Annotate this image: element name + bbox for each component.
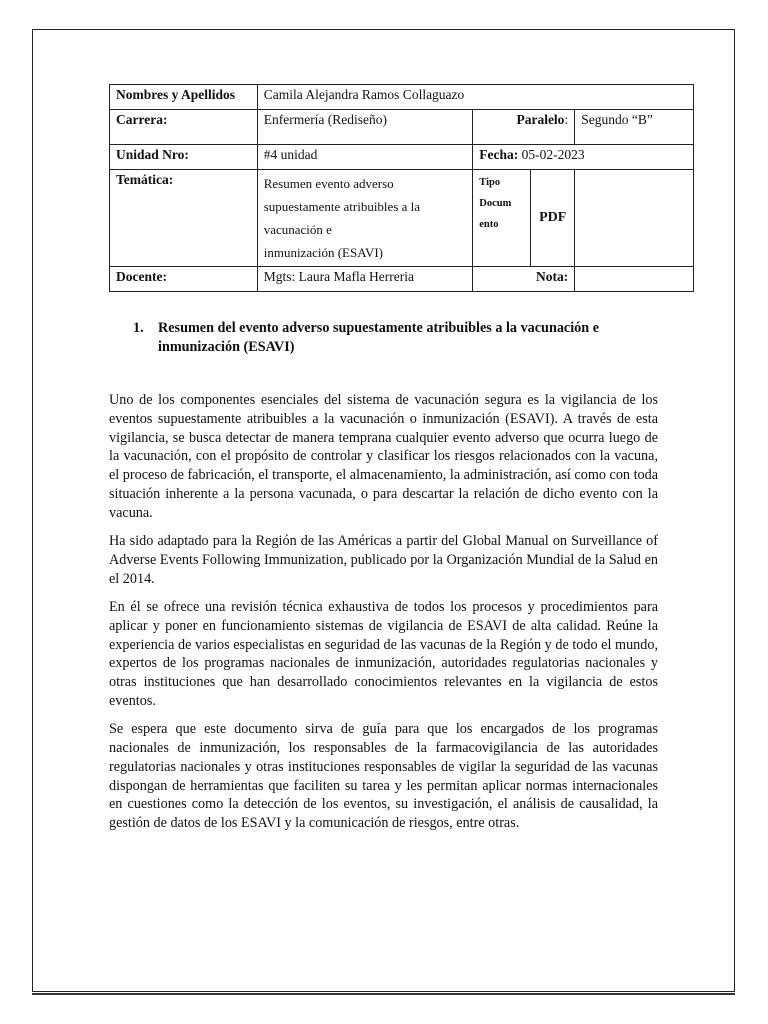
doc-type-line: Docum [479, 198, 512, 209]
paralelo-label: Paralelo [516, 112, 565, 127]
theme-value [257, 170, 473, 267]
teacher-value: Mgts: Laura Mafla Herreria [257, 267, 473, 292]
teacher-label: Docente: [110, 267, 258, 292]
heading-text: Resumen del evento adverso supuestamente atribuibles a la vacunación e inmunización (ESAVI) [158, 320, 599, 355]
career-label: Carrera: [110, 110, 258, 145]
unit-label: Unidad Nro: [110, 145, 258, 170]
paralelo-colon: : [564, 112, 569, 127]
doc-type-line: Tipo [479, 177, 501, 188]
date-value: 05-02-2023 [521, 147, 585, 162]
theme-line: vacunación e [263, 222, 332, 237]
paragraph: Uno de los componentes esenciales del sistema de vacunación segura es la vigilancia de los eventos supuestamente atribuibles a la vacunación o inmunización (ESAVI). A través de esta vigilancia, se busca detectar de manera temprana cualquier evento adverso que ocurra luego de la vacunación, con el propósito de controlar y clasificar los riesgos relacionados con la vacuna, el proceso de fabricación, el transporte, el almacenamiento, la administración, así como con toda situación inherente a la persona vacunada, o para descartar la relación de dicho evento con la vacuna. [109, 392, 658, 521]
theme-line: Resumen evento adverso [263, 176, 394, 191]
names-value: Camila Alejandra Ramos Collaguazo [257, 85, 693, 110]
names-label: Nombres y Apellidos [110, 85, 258, 110]
bottom-rule [32, 993, 735, 995]
paragraph: Se espera que este documento sirva de guía para que los encargados de los programas nacionales de inmunización, los responsables de la farmacovigilancia de las autoridades regulatorias nacionales y otras instituciones responsables de vigilar la seguridad de las vacunas dispongan de herramientas que faciliten su tarea y les permitan aplicar normas internacionales en cuestiones como la detección de los eventos, su investigación, el análisis de causalidad, la gestión de datos de los ESAVI y la comunicación de riesgos, entre otras. [109, 721, 658, 832]
theme-line: inmunización (ESAVI) [263, 245, 383, 260]
heading-number: 1. [133, 320, 144, 336]
grade-label: Nota: [473, 267, 575, 292]
paralelo-cell [473, 110, 575, 145]
grade-value [575, 267, 694, 292]
student-info-table [109, 84, 694, 292]
paragraph: Ha sido adaptado para la Región de las Américas a partir del Global Manual on Surveillance of Adverse Events Following Immunization, publicado por la Organización Mundial de la Salud en el 2014. [109, 533, 658, 587]
unit-value: #4 unidad [257, 145, 473, 170]
career-value: Enfermería (Rediseño) [257, 110, 473, 145]
doc-type-label [473, 170, 531, 267]
empty-cell [575, 170, 694, 267]
date-label: Fecha: [479, 147, 519, 162]
section-heading [133, 319, 673, 357]
theme-label: Temática: [110, 170, 258, 267]
doc-type-value: PDF [531, 170, 575, 267]
theme-line: supuestamente atribuibles a la [263, 199, 421, 214]
paragraph: En él se ofrece una revisión técnica exhaustiva de todos los procesos y procedimientos para aplicar y poner en funcionamiento sistemas de vigilancia de ESAVI de alta calidad. Reúne la experiencia de varios especialistas en seguridad de las vacunas de la Región y de todo el mundo, expertos de los programas nacionales de inmunización, autoridades regulatorias nacionales y otras instituciones que han desarrollado conocimientos relevantes en la vigilancia de estos eventos. [109, 598, 658, 709]
date-cell [473, 145, 694, 170]
body-text [109, 391, 658, 843]
doc-type-line: ento [479, 219, 499, 230]
paralelo-value: Segundo “B” [575, 110, 694, 145]
